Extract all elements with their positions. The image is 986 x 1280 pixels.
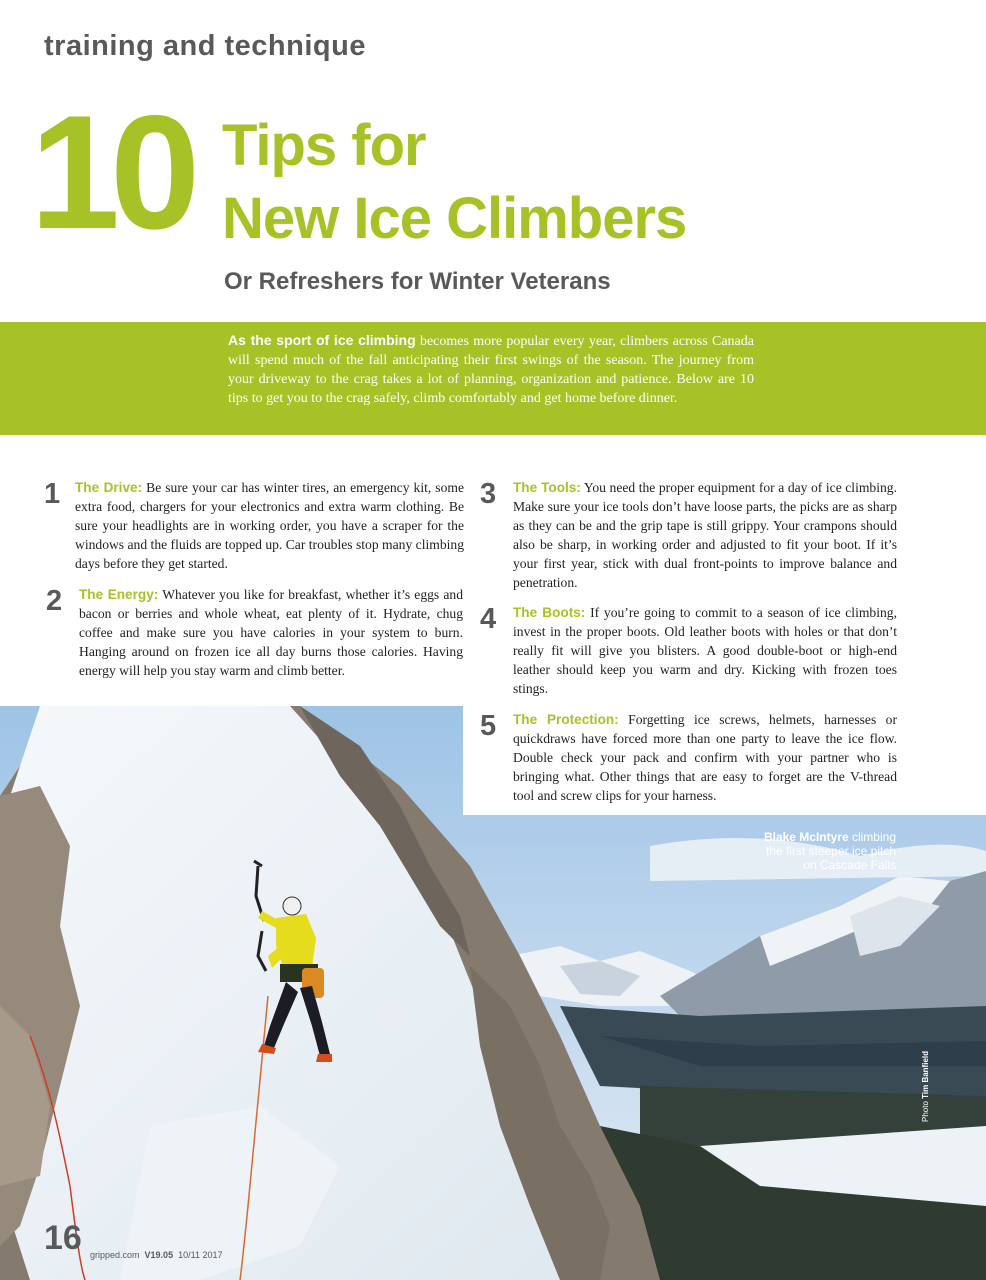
- intro-text: becomes more popular every year, climbers across Canada will spend much of the fall anticipating their first swings of the season. The journey from your driveway to the crag takes a lot of planning, organization and patience. Below are 10 tips to get you to the crag safely, climb comfortably and get home before dinner.: [228, 334, 754, 406]
- caption-name: Blake McIntyre: [763, 830, 849, 844]
- tip-body: [75, 478, 464, 573]
- tip-body: [513, 478, 897, 592]
- tip-number: 2: [46, 585, 63, 617]
- intro-lead: As the sport of ice climbing: [228, 332, 416, 348]
- tip-number: 5: [480, 710, 497, 742]
- credit-name: Tim Banfield: [921, 1051, 930, 1099]
- tip-text: You need the proper equipment for a day of ice climbing. Make sure your ice tools don’t have loose parts, the picks are as sharp as they can be and the grip tape is still grippy. Your crampons should also be sharp, in working order and adjusted to fit your boot. If it’s your first year, stick with dual front-points to improve balance and penetration.: [513, 480, 897, 590]
- caption-text: climbing: [848, 830, 896, 844]
- tip-text: Whatever you like for breakfast, whether it’s eggs and bacon or berries and whole wheat, eat plenty of it. Hydrate, chug coffee and make sure you have calories in your system to burn. Hanging around on frozen ice all day burns those calories. Having energy will help you stay warm and climb better.: [79, 587, 463, 678]
- intro-band: [0, 322, 986, 435]
- caption-line-2: the first steeper ice pitch: [765, 844, 896, 858]
- caption-line-1: [700, 830, 896, 844]
- tip-heading: The Energy:: [79, 587, 159, 602]
- title-line-1: Tips for: [222, 113, 426, 178]
- tip-heading: The Tools:: [513, 480, 581, 495]
- tip-number: 1: [44, 478, 61, 510]
- folio-date: 10/11 2017: [178, 1250, 223, 1260]
- tip-body: [513, 710, 897, 805]
- intro-paragraph: [228, 331, 754, 408]
- tip-number: 4: [480, 603, 497, 635]
- page-number: 16: [44, 1219, 82, 1257]
- folio: [90, 1250, 222, 1260]
- tip-text: Forgetting ice screws, helmets, harnesses or quickdraws have forced more than one party to leave the ice flow. Double check your pack and confirm with your partner who is bringing what. Other things that are easy to forget are the V-thread tool and screw clips for your harness.: [513, 712, 897, 803]
- tip-number: 3: [480, 478, 497, 510]
- folio-volume: V19.05: [144, 1250, 174, 1260]
- credit-prefix: Photo: [921, 1098, 930, 1122]
- section-label: training and technique: [44, 30, 366, 62]
- title-line-2: New Ice Climbers: [222, 186, 687, 251]
- photo-credit: [921, 1051, 930, 1122]
- tip-body: [79, 585, 463, 680]
- photo-caption: [700, 830, 896, 872]
- caption-line-3: on Cascade Falls: [803, 858, 896, 872]
- tip-body: [513, 603, 897, 698]
- subtitle: Or Refreshers for Winter Veterans: [224, 268, 611, 295]
- tip-heading: The Protection:: [513, 712, 619, 727]
- tip-text: If you’re going to commit to a season of ice climbing, invest in the proper boots. Old leather boots with holes or that don’t really fit will give you blisters. A good double-boot or high-end leather should keep you warm and dry. Kicking with frozen toes stings.: [513, 605, 897, 696]
- tip-heading: The Drive:: [75, 480, 143, 495]
- tip-text: Be sure your car has winter tires, an emergency kit, some extra food, chargers for your electronics and extra warm clothing. Be sure your headlights are in working order, you have a scraper for the windows and the fluids are topped up. Car troubles stop many climbing days before they get started.: [75, 480, 464, 571]
- tip-heading: The Boots:: [513, 605, 586, 620]
- folio-site: gripped.com: [90, 1250, 140, 1260]
- title-number: 10: [30, 82, 191, 263]
